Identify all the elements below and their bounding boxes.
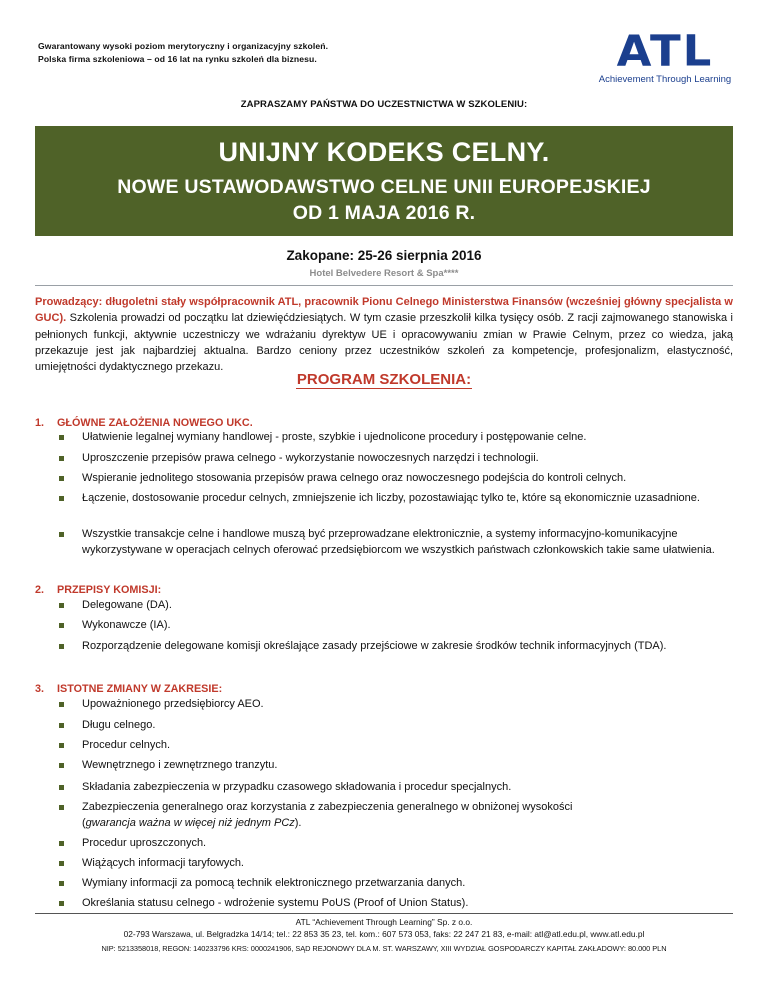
section-number: 3. [35,683,45,695]
header-tagline [38,40,328,66]
event-hotel: Hotel Belvedere Resort & Spa**** [309,268,459,279]
square-bullet-icon [59,702,64,707]
square-bullet-icon [59,476,64,481]
list-item: Procedur celnych. [62,738,732,754]
section-title: GŁÓWNE ZAŁOŻENIA NOWEGO UKC. [57,417,253,429]
course-subtitle-2: OD 1 MAJA 2016 R. [292,202,476,224]
list-item: Rozporządzenie delegowane komisji określające zasady przejściowe w zakresie środków technik informacyjnych (TDA). [62,639,732,655]
square-bullet-icon [59,723,64,728]
square-bullet-icon [59,743,64,748]
invitation-line: ZAPRASZAMY PAŃSTWA DO UCZESTNICTWA W SZKOLENIU: [240,99,528,110]
square-bullet-icon [59,603,64,608]
square-bullet-icon [59,763,64,768]
square-bullet-icon [59,841,64,846]
section-heading-2 [35,584,161,596]
program-title-text: PROGRAM SZKOLENIA: [296,371,472,388]
square-bullet-icon [59,901,64,906]
program-title [0,371,768,388]
footer-registration: NIP: 5213358018, REGON: 140233796 KRS: 0000241906, SĄD REJONOWY DLA M. ST. WARSZAWY, XIII WYDZIAŁ GOSPODARCZY KAPITAŁ ZAKŁADOWY: 80.000 PLN [101,944,667,953]
section-number: 2. [35,584,45,596]
square-bullet-icon [59,456,64,461]
list-item: Łączenie, dostosowanie procedur celnych, zmniejszenie ich liczby, pozostawiając tylko te, które są ekonomicznie uzasadnione. [62,491,732,507]
trainer-description [35,294,733,375]
list-item: Delegowane (DA). [62,598,732,614]
section-title: PRZEPISY KOMISJI: [57,584,162,596]
square-bullet-icon [59,881,64,886]
course-banner [35,126,733,236]
footer-contact: 02-793 Warszawa, ul. Belgradzka 14/14; tel.: 22 853 35 23, tel. kom.: 607 573 053, faks: 22 247 21 83, e-mail: atl@atl.edu.pl, www.atl.edu.pl [123,929,645,939]
square-bullet-icon [59,644,64,649]
square-bullet-icon [59,532,64,537]
list-item: Procedur uproszczonych. [62,836,732,852]
list-item: Długu celnego. [62,718,732,734]
list-item: Wewnętrznego i zewnętrznego tranzytu. [62,758,732,774]
logo-subtitle: Achievement Through Learning [598,74,732,85]
course-title: UNIJNY KODEKS CELNY. [218,137,550,167]
course-subtitle-1: NOWE USTAWODAWSTWO CELNE UNII EUROPEJSKIEJ [117,176,651,198]
section-heading-1 [35,417,253,429]
list-item: Wykonawcze (IA). [62,618,732,634]
list-item: Określania statusu celnego - wdrożenie systemu PoUS (Proof of Union Status). [62,896,732,912]
section-title: ISTOTNE ZMIANY W ZAKRESIE: [57,683,223,695]
trainer-intro: Prowadzący: długoletni stały współpracownik ATL, pracownik Pionu Celnego Ministerstwa Finansów (wcześniej główny specjalista w GUC). [35,296,733,325]
divider [35,285,733,286]
footer-company: ATL “Achievement Through Learning” Sp. z o.o. [295,917,473,927]
section-number: 1. [35,417,45,429]
square-bullet-icon [59,435,64,440]
list-item: Wspieranie jednolitego stosowania przepisów prawa celnego oraz nowoczesnego podejścia do kontroli celnych. [62,471,732,487]
list-item: Ułatwienie legalnej wymiany handlowej - proste, szybkie i ujednolicone procedury i postępowanie celne. [62,430,732,446]
list-item: Składania zabezpieczenia w przypadku czasowego składowania i procedur specjalnych. [62,780,732,796]
list-item: Zabezpieczenia generalnego oraz korzystania z zabezpieczenia generalnego w obniżonej wysokości (gwarancja ważna w więcej niż jednym PCz). [62,800,732,831]
list-item: Upoważnionego przedsiębiorcy AEO. [62,697,732,713]
list-item: Wszystkie transakcje celne i handlowe muszą być przeprowadzane elektronicznie, a systemy informacyjno-komunikacyjne wykorzystywane w operacjach celnych oferować przedsiębiorcom we wszystkich państwach członkowskich takie same ułatwienia. [62,527,732,558]
square-bullet-icon [59,785,64,790]
trainer-body: Szkolenia prowadzi od początku lat dziewięćdziesiątych. W tym czasie przeszkolił kilka tysięcy osób. Z racji zajmowanego stanowiska i pełnionych funkcji, aktywnie uczestniczy we wdrażaniu dyrektyw UE i opracowywaniu zmian w Prawie Celnym, przez co wiedza, jaką przekazuje jest jak najbardziej aktualna. Bardzo ceniony przez uczestników szkoleń za kompetencje, profesjonalizm, elastyczność, umiejętności dydaktycznego przekazu. [35,312,733,374]
list-item: Wymiany informacji za pomocą technik elektronicznego przetwarzania danych. [62,876,732,892]
list-item: Uproszczenie przepisów prawa celnego - wykorzystanie nowoczesnych narzędzi i technologii. [62,451,732,467]
square-bullet-icon [59,496,64,501]
atl-logo [590,25,740,85]
list-item: Wiążących informacji taryfowych. [62,856,732,872]
event-place-date: Zakopane: 25-26 sierpnia 2016 [286,248,482,263]
square-bullet-icon [59,623,64,628]
tagline-line-2: Polska firma szkoleniowa – od 16 lat na rynku szkoleń dla biznesu. [38,54,317,64]
square-bullet-icon [59,861,64,866]
square-bullet-icon [59,805,64,810]
footer-divider [35,913,733,914]
tagline-line-1: Gwarantowany wysoki poziom merytoryczny i organizacyjny szkoleń. [38,41,329,51]
italic-note: gwarancja ważna w więcej niż jednym PCz [85,816,295,829]
logo-mark: ATL [616,25,714,76]
section-heading-3 [35,683,222,695]
